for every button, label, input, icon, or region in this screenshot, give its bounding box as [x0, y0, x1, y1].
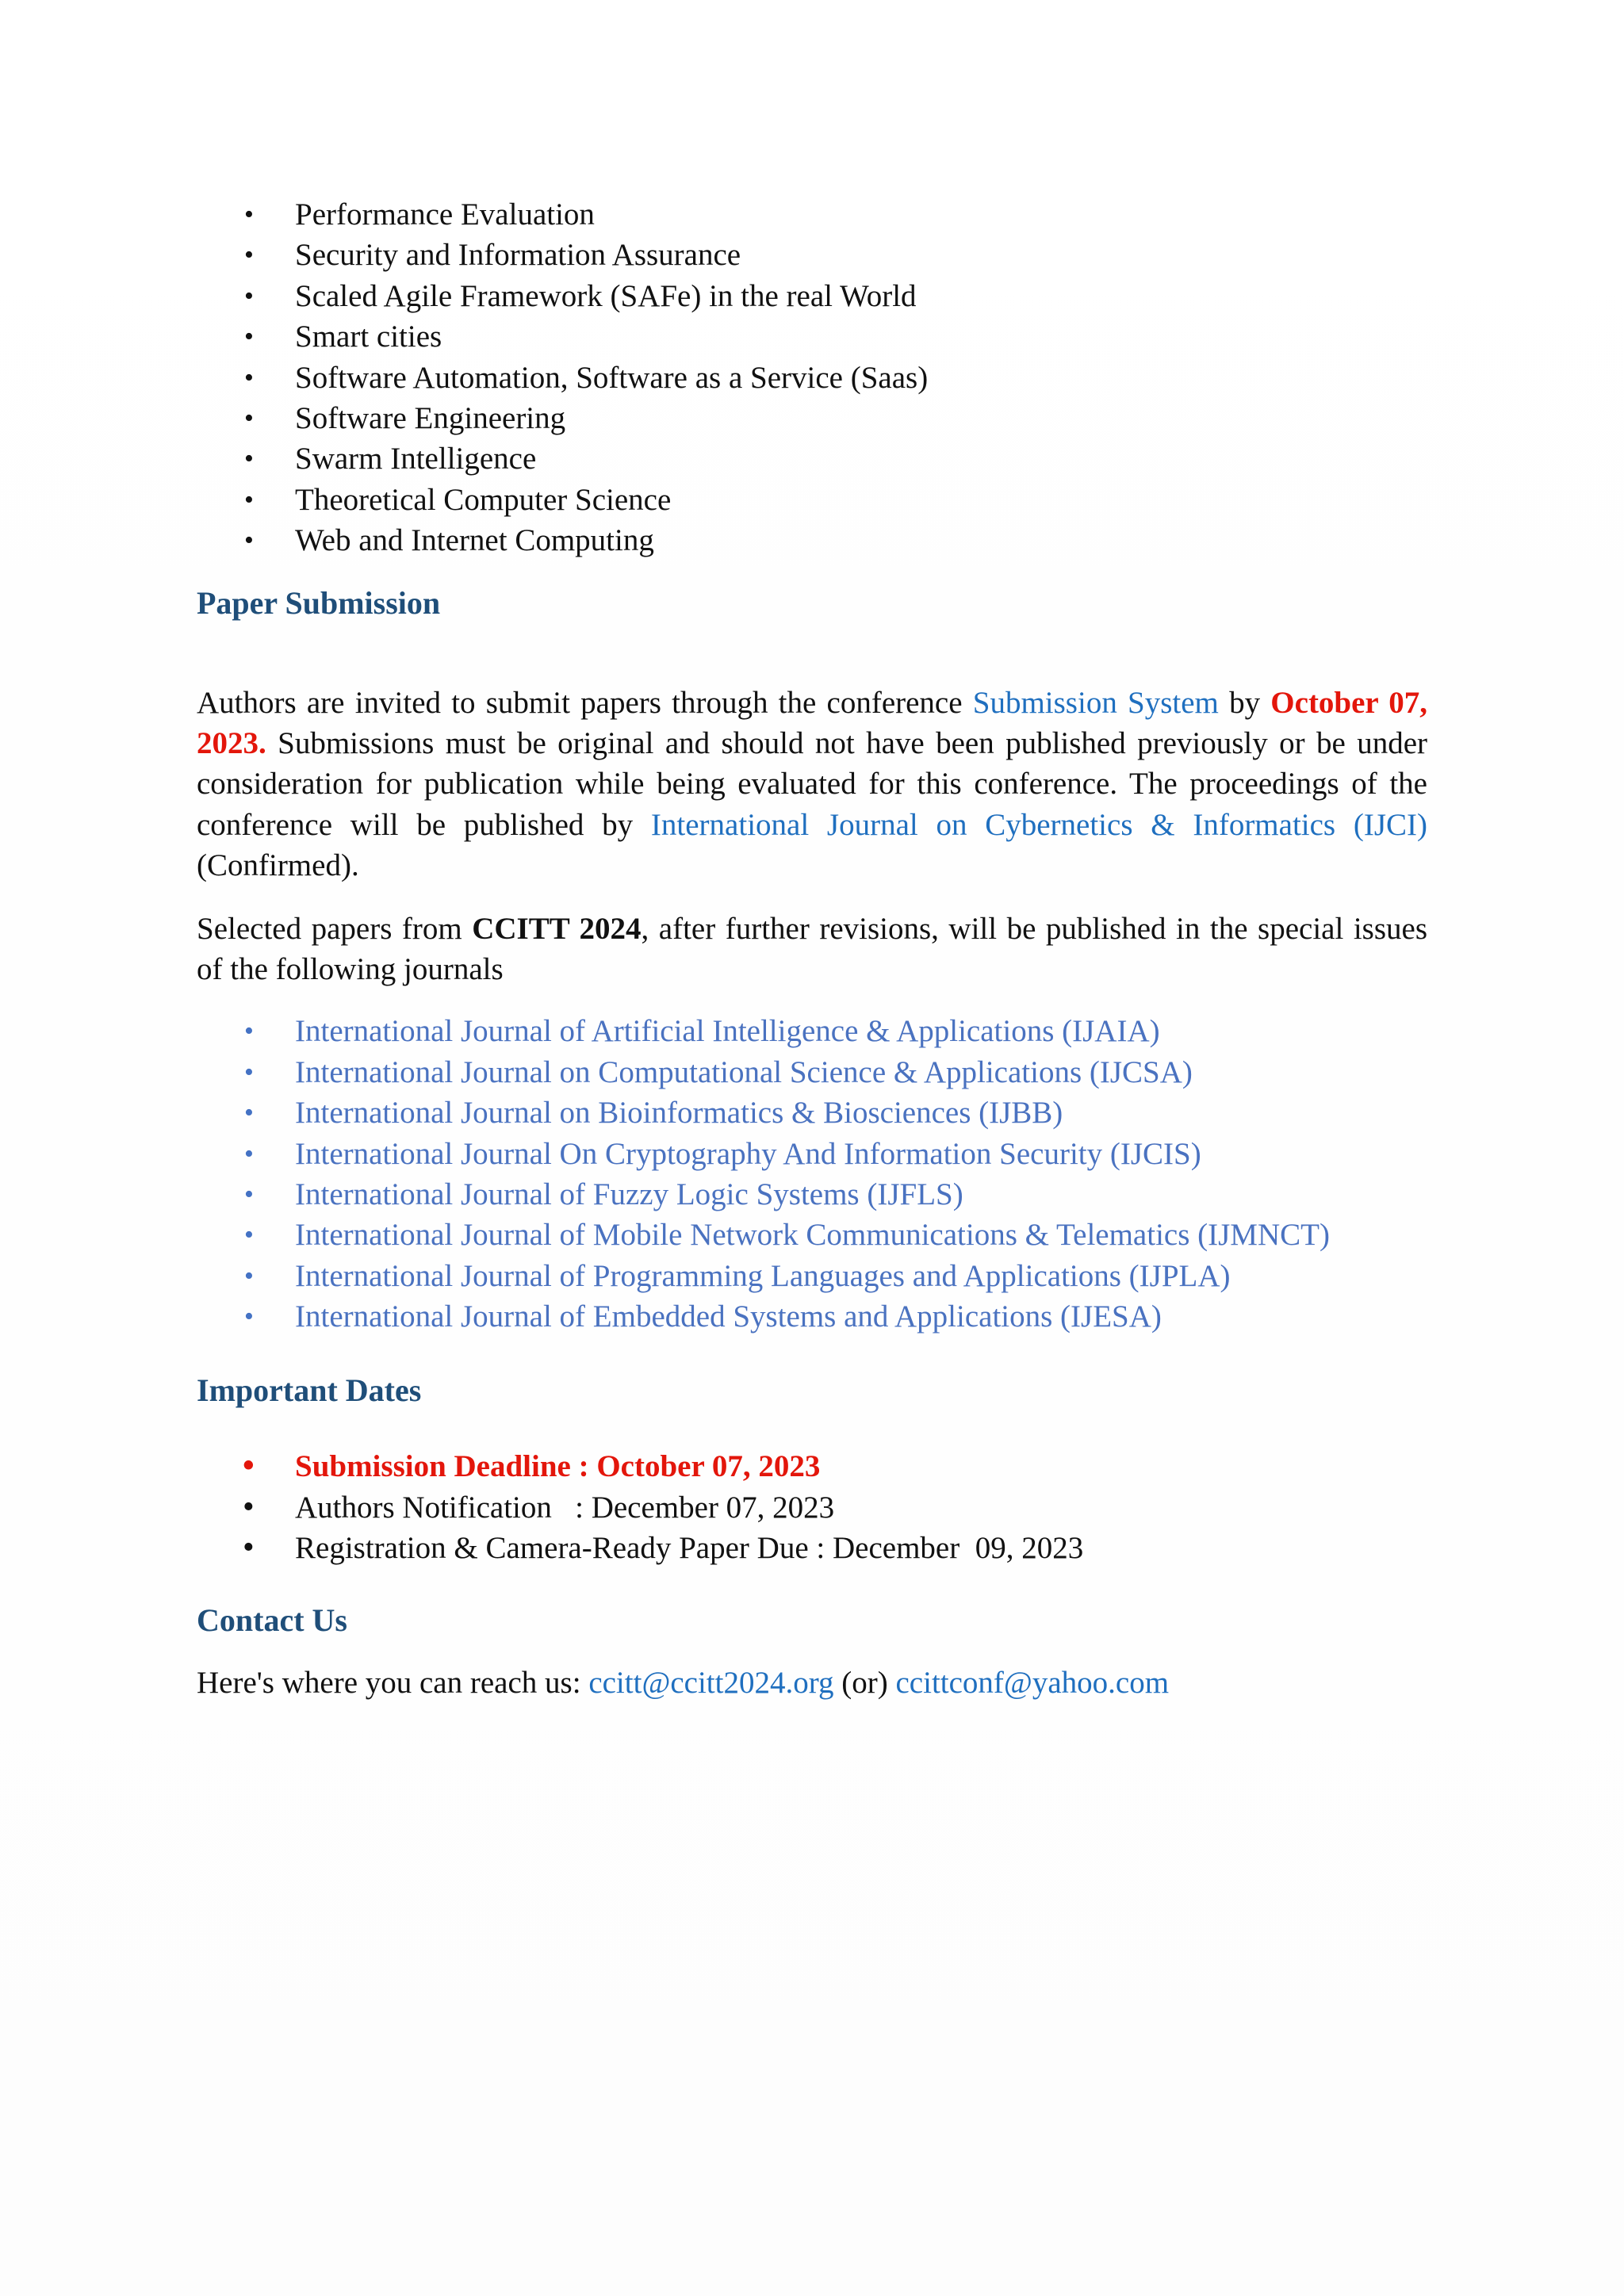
bullet-icon: •	[243, 1448, 255, 1485]
list-item: • Security and Information Assurance	[197, 235, 1427, 275]
bullet-icon: •	[244, 1179, 254, 1209]
journal-item[interactable]: • International Journal of Embedded Systems and Applications (IJESA)	[197, 1296, 1427, 1337]
bullet-icon: •	[244, 362, 254, 392]
journal-item[interactable]: • International Journal of Programming Languages and Applications (IJPLA)	[197, 1256, 1427, 1296]
bullet-icon: •	[244, 322, 254, 352]
journal-item[interactable]: • International Journal on Bioinformatics & Biosciences (IJBB)	[197, 1093, 1427, 1133]
selected-papers-paragraph: Selected papers from CCITT 2024, after further revisions, will be published in the special issues of the following journals	[197, 911, 1428, 986]
submission-paragraph: Authors are invited to submit papers through the conference Submission System by October 07, 2023. Submissions must be original and should not have been published previously or be under consideration for publication while being evaluated for this conference. The proceedings of the conference will be published by International Journal on Cybernetics & Informatics (IJCI) (Confirmed).	[197, 685, 1427, 883]
contact-paragraph: Here's where you can reach us: ccitt@ccitt2024.org (or) ccittconf@yahoo.com	[197, 1665, 1170, 1700]
date-item: • Authors Notification : December 07, 2023	[197, 1487, 1427, 1528]
journal-item[interactable]: • International Journal of Artificial Intelligence & Applications (IJAIA)	[197, 1011, 1427, 1051]
list-item: • Performance Evaluation	[197, 194, 1427, 235]
bullet-icon: •	[244, 1016, 254, 1047]
ijci-journal-link[interactable]: International Journal on Cybernetics & Informatics (IJCI)	[650, 807, 1427, 842]
list-item: • Smart cities	[197, 316, 1427, 357]
list-item: • Scaled Agile Framework (SAFe) in the real World	[197, 276, 1427, 316]
date-item-deadline: • Submission Deadline : October 07, 2023	[197, 1446, 1427, 1487]
bullet-icon: •	[244, 200, 254, 229]
bullet-icon: •	[244, 1302, 254, 1332]
list-item: • Swarm Intelligence	[197, 438, 1427, 479]
date-item: • Registration & Camera-Ready Paper Due : December 09, 2023	[197, 1528, 1427, 1568]
bullet-icon: •	[244, 1057, 254, 1087]
bullet-icon: •	[244, 444, 254, 474]
bullet-icon: •	[244, 484, 254, 515]
journal-item[interactable]: • International Journal of Fuzzy Logic Systems (IJFLS)	[197, 1174, 1427, 1215]
email-link-ccitt[interactable]: ccitt@ccitt2024.org	[588, 1665, 834, 1700]
journal-item[interactable]: • International Journal On Cryptography And Information Security (IJCIS)	[197, 1134, 1427, 1174]
bullet-icon: •	[243, 1488, 255, 1525]
submission-date: October 07, 2023.	[197, 685, 1427, 760]
paper-submission-heading: Paper Submission	[197, 584, 441, 621]
important-dates-heading: Important Dates	[197, 1372, 422, 1409]
bullet-icon: •	[244, 1098, 254, 1128]
bullet-icon: •	[244, 1261, 254, 1291]
bullet-icon: •	[243, 1529, 255, 1567]
bullet-icon: •	[244, 526, 254, 556]
journals-list	[197, 1011, 1427, 1337]
submission-system-link[interactable]: Submission System	[972, 685, 1219, 720]
list-item: • Software Automation, Software as a Service (Saas)	[197, 358, 1427, 398]
bullet-icon: •	[244, 1138, 254, 1169]
journal-item[interactable]: • International Journal on Computational Science & Applications (IJCSA)	[197, 1052, 1427, 1093]
topics-list	[197, 194, 1427, 561]
email-link-yahoo[interactable]: ccittconf@yahoo.com	[895, 1665, 1170, 1700]
list-item: • Software Engineering	[197, 398, 1427, 438]
list-item: • Theoretical Computer Science	[197, 480, 1427, 520]
list-item: • Web and Internet Computing	[197, 520, 1427, 561]
bullet-icon: •	[244, 281, 254, 311]
bullet-icon: •	[244, 403, 254, 433]
contact-heading: Contact Us	[197, 1601, 347, 1638]
dates-list	[197, 1446, 1427, 1568]
journal-item[interactable]: • International Journal of Mobile Network Communications & Telematics (IJMNCT)	[197, 1215, 1427, 1255]
bullet-icon: •	[244, 240, 254, 270]
conference-name: CCITT 2024	[472, 911, 642, 946]
bullet-icon: •	[244, 1220, 254, 1250]
